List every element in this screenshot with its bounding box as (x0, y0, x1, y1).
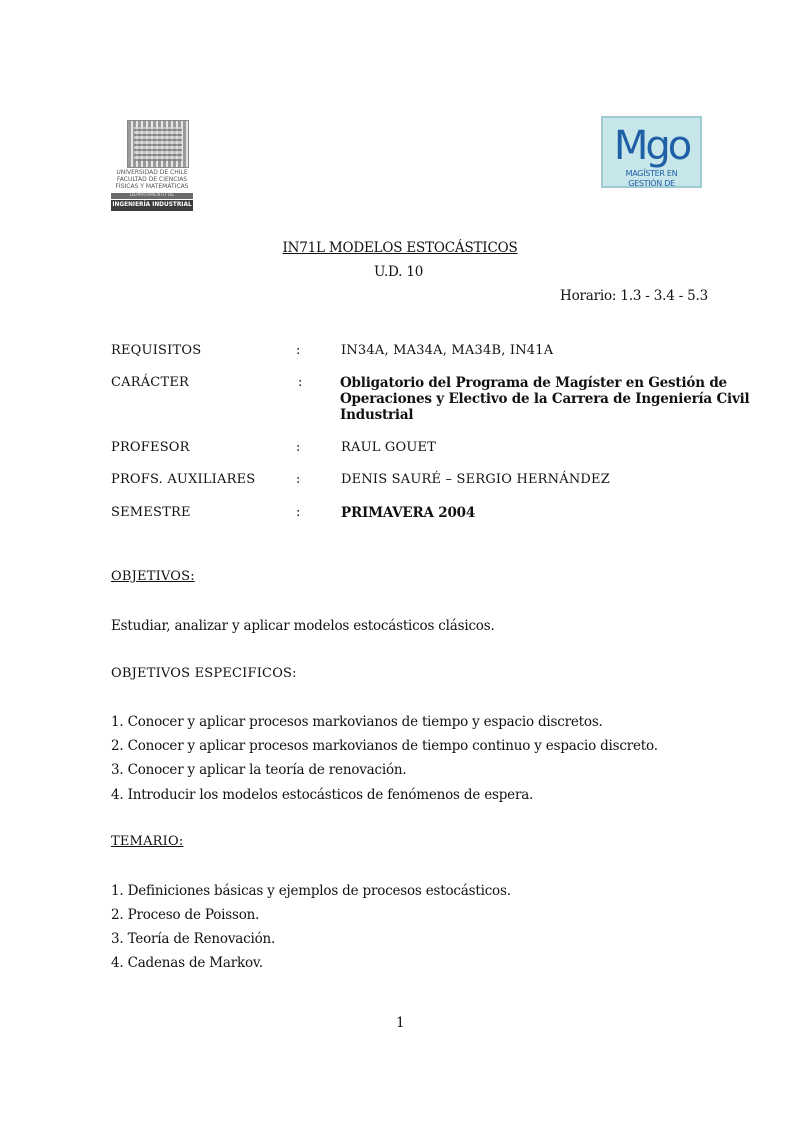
logo-line: FÍSICAS Y MATEMÁTICAS (115, 183, 189, 190)
list-item: 4. Introducir los modelos estocásticos de fenómenos de espera. (111, 787, 534, 803)
page-number: 1 (396, 1015, 405, 1031)
logo-line: UNIVERSIDAD DE CHILE (116, 169, 188, 176)
university-crest-icon (127, 120, 189, 168)
info-value: Operaciones y Electivo de la Carrera de Ingeniería Civil (340, 391, 750, 407)
info-label: PROFESOR (111, 440, 190, 455)
info-label: CARÁCTER (111, 375, 190, 390)
course-title-row (0, 240, 800, 256)
logo-line: INGENIERÍA INDUSTRIAL (111, 200, 193, 211)
logo-line: DEPARTAMENTO DE (111, 193, 193, 199)
info-label: REQUISITOS (111, 343, 202, 358)
mgo-mark: Mgo (613, 123, 690, 169)
info-value: DENIS SAURÉ – SERGIO HERNÁNDEZ (341, 472, 610, 487)
info-sep: : (296, 343, 301, 358)
info-sep: : (296, 440, 301, 455)
info-label: PROFS. AUXILIARES (111, 472, 256, 487)
info-sep: : (296, 472, 301, 487)
info-sep: : (298, 375, 303, 390)
info-sep: : (296, 505, 301, 520)
list-item: 1. Definiciones básicas y ejemplos de procesos estocásticos. (111, 883, 511, 899)
list-item: 3. Teoría de Renovación. (111, 931, 276, 947)
list-item: 2. Proceso de Poisson. (111, 907, 260, 923)
mgo-subtitle: GESTIÓN DE (628, 179, 675, 188)
list-item: 3. Conocer y aplicar la teoría de renovación. (111, 762, 407, 778)
section-heading-temario: TEMARIO: (111, 834, 184, 849)
university-logo (111, 120, 193, 212)
mgo-subtitle: MAGÍSTER EN (625, 169, 678, 178)
course-schedule: Horario: 1.3 - 3.4 - 5.3 (560, 288, 709, 304)
list-item: 4. Cadenas de Markov. (111, 955, 263, 971)
objetivos-text: Estudiar, analizar y aplicar modelos estocásticos clásicos. (111, 618, 495, 634)
info-value: Industrial (340, 407, 414, 423)
course-title: IN71L MODELOS ESTOCÁSTICOS (282, 240, 518, 256)
info-value: IN34A, MA34A, MA34B, IN41A (341, 343, 554, 358)
info-label: SEMESTRE (111, 505, 191, 520)
info-value: RAUL GOUET (341, 440, 437, 455)
info-value: PRIMAVERA 2004 (341, 505, 476, 521)
section-heading-objetivos: OBJETIVOS: (111, 569, 195, 584)
logo-line: FACULTAD DE CIENCIAS (116, 176, 188, 183)
section-heading-especificos: OBJETIVOS ESPECIFICOS: (111, 666, 297, 681)
list-item: 2. Conocer y aplicar procesos markovianos de tiempo continuo y espacio discreto. (111, 738, 658, 754)
list-item: 1. Conocer y aplicar procesos markovianos de tiempo y espacio discretos. (111, 714, 603, 730)
info-value: Obligatorio del Programa de Magíster en Gestión de (340, 375, 727, 391)
course-ud: U.D. 10 (374, 264, 424, 280)
mgo-logo (601, 116, 702, 188)
